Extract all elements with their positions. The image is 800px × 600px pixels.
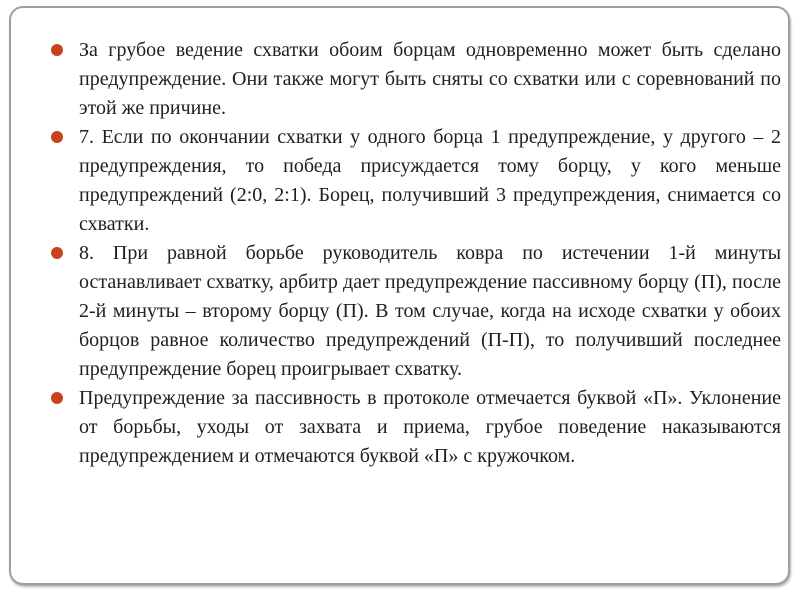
bullet-item (51, 384, 781, 471)
bullet-text: За грубое ведение схватки обоим борцам одновременно может быть сделано предупреждение. Они также могут быть сняты со схватки или с соревнований по этой же причине. (79, 39, 781, 119)
bullet-text: 8. При равной борьбе руководитель ковра по истечении 1-й минуты останавливает схватку, арбитр дает предупреждение пассивному борцу (П), после 2-й минуты – второму борцу (П). В том случае, когда на исходе схватки у обоих борцов равное количество предупреждений (П-П), то получивший последнее предупреждение борец проигрывает схватку. (79, 242, 781, 380)
bullet-item (51, 123, 781, 239)
bullet-dot-icon (51, 247, 63, 259)
bullet-dot-icon (51, 44, 63, 56)
bullet-dot-icon (51, 131, 63, 143)
bullet-item (51, 36, 781, 123)
bullet-text: 7. Если по окончании схватки у одного борца 1 предупреждение, у другого – 2 предупреждения, то победа присуждается тому борцу, у кого меньше предупреждений (2:0, 2:1). Борец, получивший 3 предупреждения, снимается со схватки. (79, 126, 781, 235)
slide-frame (9, 6, 790, 585)
bullet-dot-icon (51, 392, 63, 404)
bullet-text: Предупреждение за пассивность в протоколе отмечается буквой «П». Уклонение от борьбы, уходы от захвата и приема, грубое поведение наказываются предупреждением и отмечаются буквой «П» с кружочком. (79, 387, 781, 467)
bullet-item (51, 239, 781, 384)
bullet-list (51, 36, 781, 471)
